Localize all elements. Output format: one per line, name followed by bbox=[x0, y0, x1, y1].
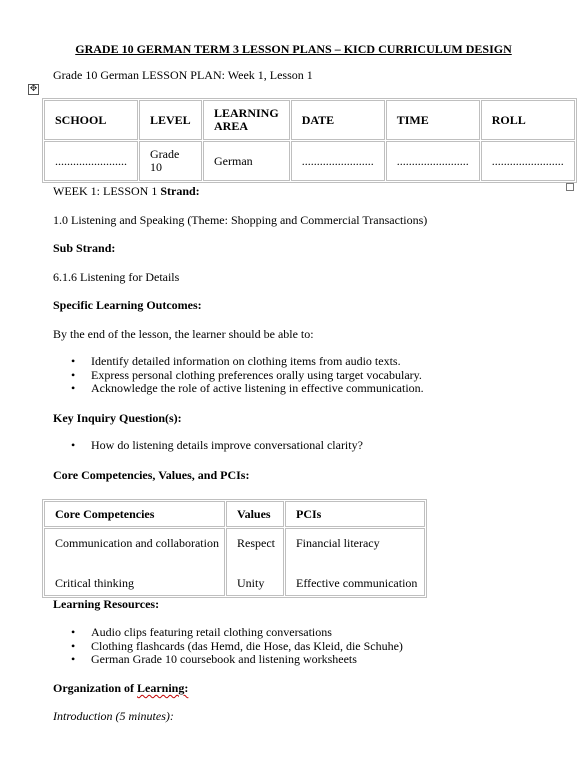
slo-label: Specific Learning Outcomes: bbox=[53, 298, 202, 312]
sub-strand-label: Sub Strand: bbox=[53, 241, 116, 255]
list-item: • Express personal clothing preferences orally using target vocabulary. bbox=[53, 369, 424, 383]
table-move-handle-icon[interactable]: ✥ bbox=[29, 84, 38, 94]
week-lesson-text: WEEK 1: LESSON 1 bbox=[53, 184, 161, 198]
lesson-info-table bbox=[42, 98, 577, 183]
sub-strand-value: 6.1.6 Listening for Details bbox=[53, 270, 180, 284]
organization-label bbox=[53, 681, 188, 696]
cell-roll[interactable]: ........................ bbox=[481, 141, 575, 181]
cell-level[interactable]: Grade 10 bbox=[139, 141, 202, 181]
pci-item: Financial literacy bbox=[296, 536, 380, 550]
cell-date[interactable]: ........................ bbox=[291, 141, 385, 181]
kiq-label: Key Inquiry Question(s): bbox=[53, 411, 182, 425]
cell-pcis[interactable] bbox=[285, 528, 425, 596]
slo-list bbox=[53, 355, 424, 396]
lesson-plan-heading: Grade 10 German LESSON PLAN: Week 1, Lesson 1 bbox=[53, 68, 313, 82]
slo-intro: By the end of the lesson, the learner should be able to: bbox=[53, 327, 314, 341]
strand-value: 1.0 Listening and Speaking (Theme: Shopping and Commercial Transactions) bbox=[53, 213, 428, 227]
strand-label: Strand: bbox=[160, 184, 200, 198]
core-competencies-label: Core Competencies, Values, and PCIs: bbox=[53, 468, 250, 482]
table-resize-handle[interactable] bbox=[566, 183, 574, 191]
header-school: SCHOOL bbox=[44, 100, 138, 140]
introduction-label: Introduction (5 minutes): bbox=[53, 709, 174, 723]
organization-label-spellcheck: Learning: bbox=[137, 681, 189, 695]
header-learning-area: LEARNING AREA bbox=[203, 100, 290, 140]
value-item: Respect bbox=[237, 536, 275, 550]
list-item: • Acknowledge the role of active listening in effective communication. bbox=[53, 382, 424, 396]
week-lesson-line bbox=[53, 184, 200, 199]
list-item: • Clothing flashcards (das Hemd, die Hose, das Kleid, die Schuhe) bbox=[53, 640, 403, 654]
document-title: GRADE 10 GERMAN TERM 3 LESSON PLANS – KICD CURRICULUM DESIGN bbox=[75, 42, 512, 56]
cell-core-competencies[interactable] bbox=[44, 528, 225, 596]
list-item: • Audio clips featuring retail clothing conversations bbox=[53, 626, 403, 640]
cell-learning-area[interactable]: German bbox=[203, 141, 290, 181]
header-values: Values bbox=[226, 501, 284, 527]
competency-item: Critical thinking bbox=[55, 576, 134, 590]
cell-school[interactable]: ........................ bbox=[44, 141, 138, 181]
learning-resources-label: Learning Resources: bbox=[53, 597, 160, 611]
competency-item: Communication and collaboration bbox=[55, 536, 219, 550]
header-level: LEVEL bbox=[139, 100, 202, 140]
header-time: TIME bbox=[386, 100, 480, 140]
list-item: • German Grade 10 coursebook and listening worksheets bbox=[53, 653, 403, 667]
organization-label-text: Organization of bbox=[53, 681, 137, 695]
resources-list bbox=[53, 626, 403, 667]
competencies-table bbox=[42, 499, 427, 598]
cell-values[interactable] bbox=[226, 528, 284, 596]
header-core-competencies: Core Competencies bbox=[44, 501, 225, 527]
header-date: DATE bbox=[291, 100, 385, 140]
list-item: • How do listening details improve conversational clarity? bbox=[53, 439, 363, 453]
pci-item: Effective communication bbox=[296, 576, 418, 590]
kiq-list bbox=[53, 439, 363, 453]
cell-time[interactable]: ........................ bbox=[386, 141, 480, 181]
list-item: • Identify detailed information on clothing items from audio texts. bbox=[53, 355, 424, 369]
value-item: Unity bbox=[237, 576, 265, 590]
header-pcis: PCIs bbox=[285, 501, 425, 527]
header-roll: ROLL bbox=[481, 100, 575, 140]
